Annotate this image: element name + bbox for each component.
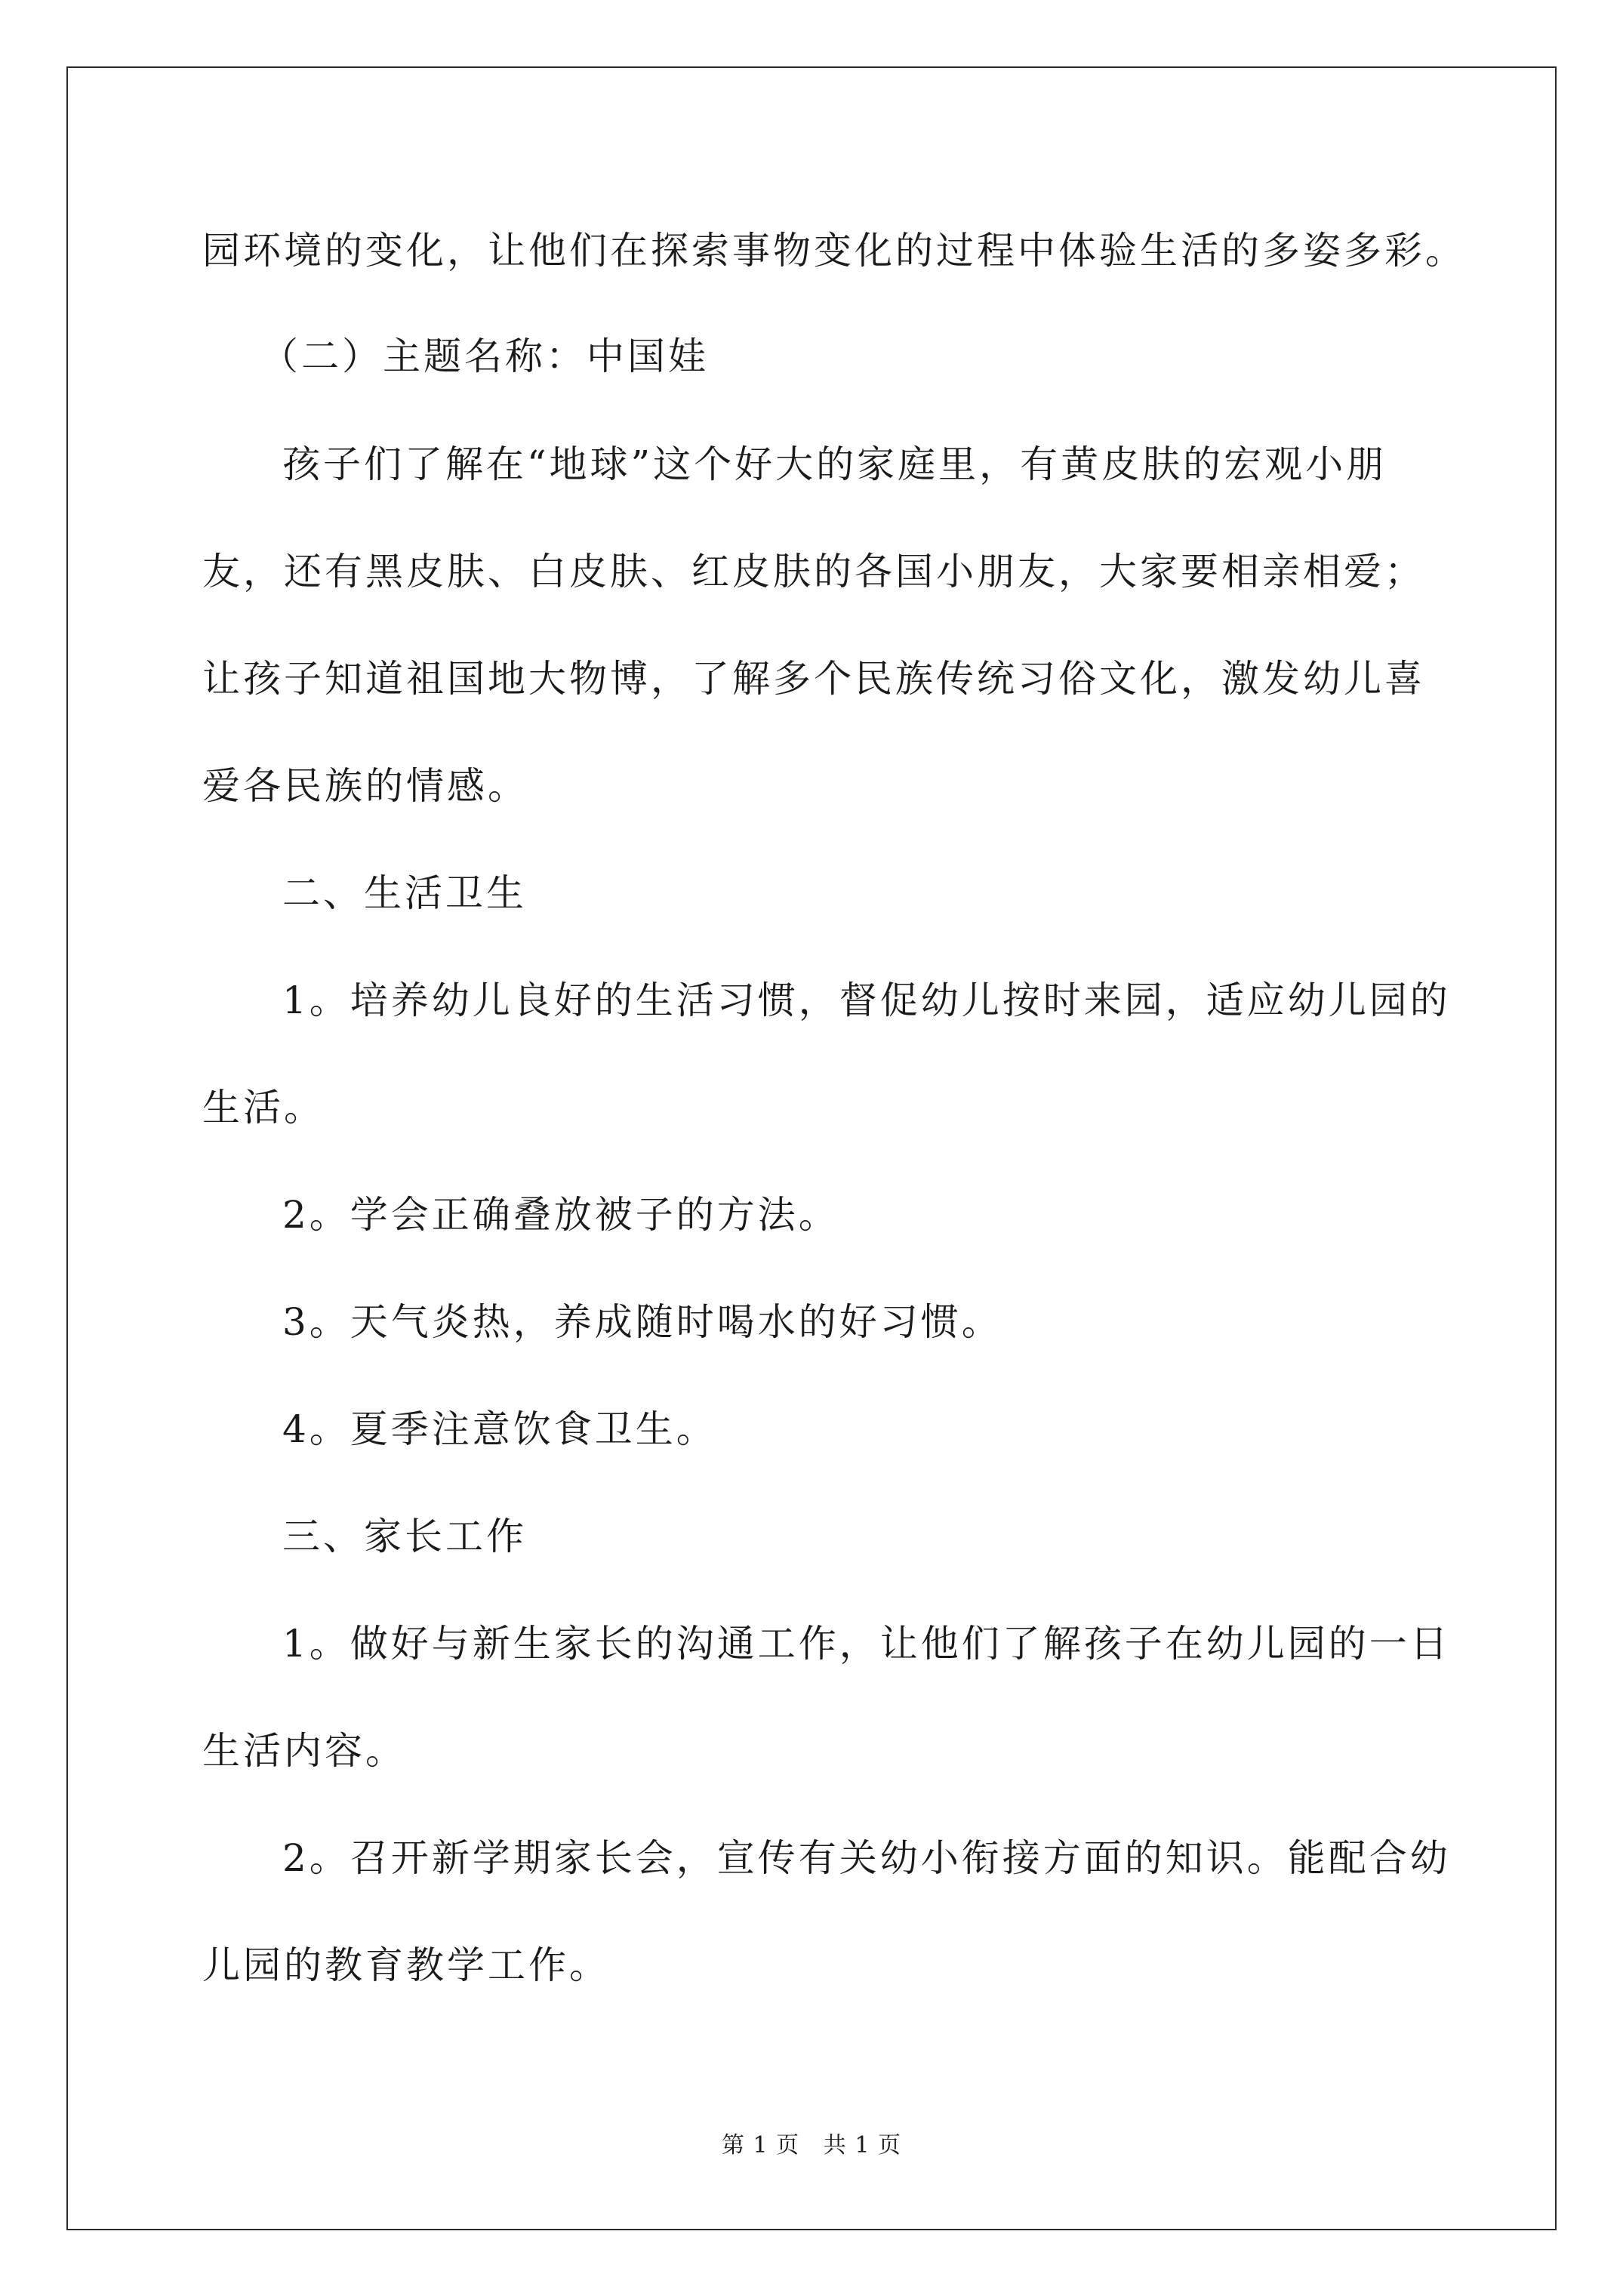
- text-line: 2。召开新学期家长会，宣传有关幼小衔接方面的知识。能配合幼: [282, 1836, 1451, 1880]
- section-heading: 二、生活卫生: [282, 871, 527, 915]
- text-line: 1。做好与新生家长的沟通工作，让他们了解孩子在幼儿园的一日: [282, 1622, 1451, 1666]
- text-line: 1。培养幼儿良好的生活习惯，督促幼儿按时来园，适应幼儿园的: [282, 978, 1451, 1022]
- text-line: 生活内容。: [202, 1729, 406, 1773]
- text-line: 孩子们了解在“地球”这个好大的家庭里，有黄皮肤的宏观小朋: [282, 442, 1387, 486]
- text-line: 儿园的教育教学工作。: [202, 1943, 610, 1987]
- page-border: [66, 66, 1557, 2230]
- text-line: 4。夏季注意饮食卫生。: [282, 1407, 717, 1451]
- text-line: 生活。: [202, 1086, 325, 1130]
- page-total: 共 1 页: [823, 2132, 901, 2159]
- text-line: 3。天气炎热，养成随时喝水的好习惯。: [282, 1300, 1002, 1344]
- text-line: （二）主题名称：中国娃: [260, 334, 709, 378]
- text-line: 友，还有黑皮肤、白皮肤、红皮肤的各国小朋友，大家要相亲相爱；: [202, 550, 1425, 593]
- text-line: 爱各民族的情感。: [202, 764, 528, 808]
- page-number: 第 1 页: [722, 2132, 800, 2159]
- text-line: 2。学会正确叠放被子的方法。: [282, 1193, 839, 1237]
- text-line: 园环境的变化，让他们在探索事物变化的过程中体验生活的多姿多彩。: [202, 229, 1466, 273]
- text-line: 让孩子知道祖国地大物博，了解多个民族传统习俗文化，激发幼儿喜: [202, 657, 1425, 701]
- section-heading: 三、家长工作: [282, 1515, 527, 1558]
- page-footer: [0, 2131, 1623, 2161]
